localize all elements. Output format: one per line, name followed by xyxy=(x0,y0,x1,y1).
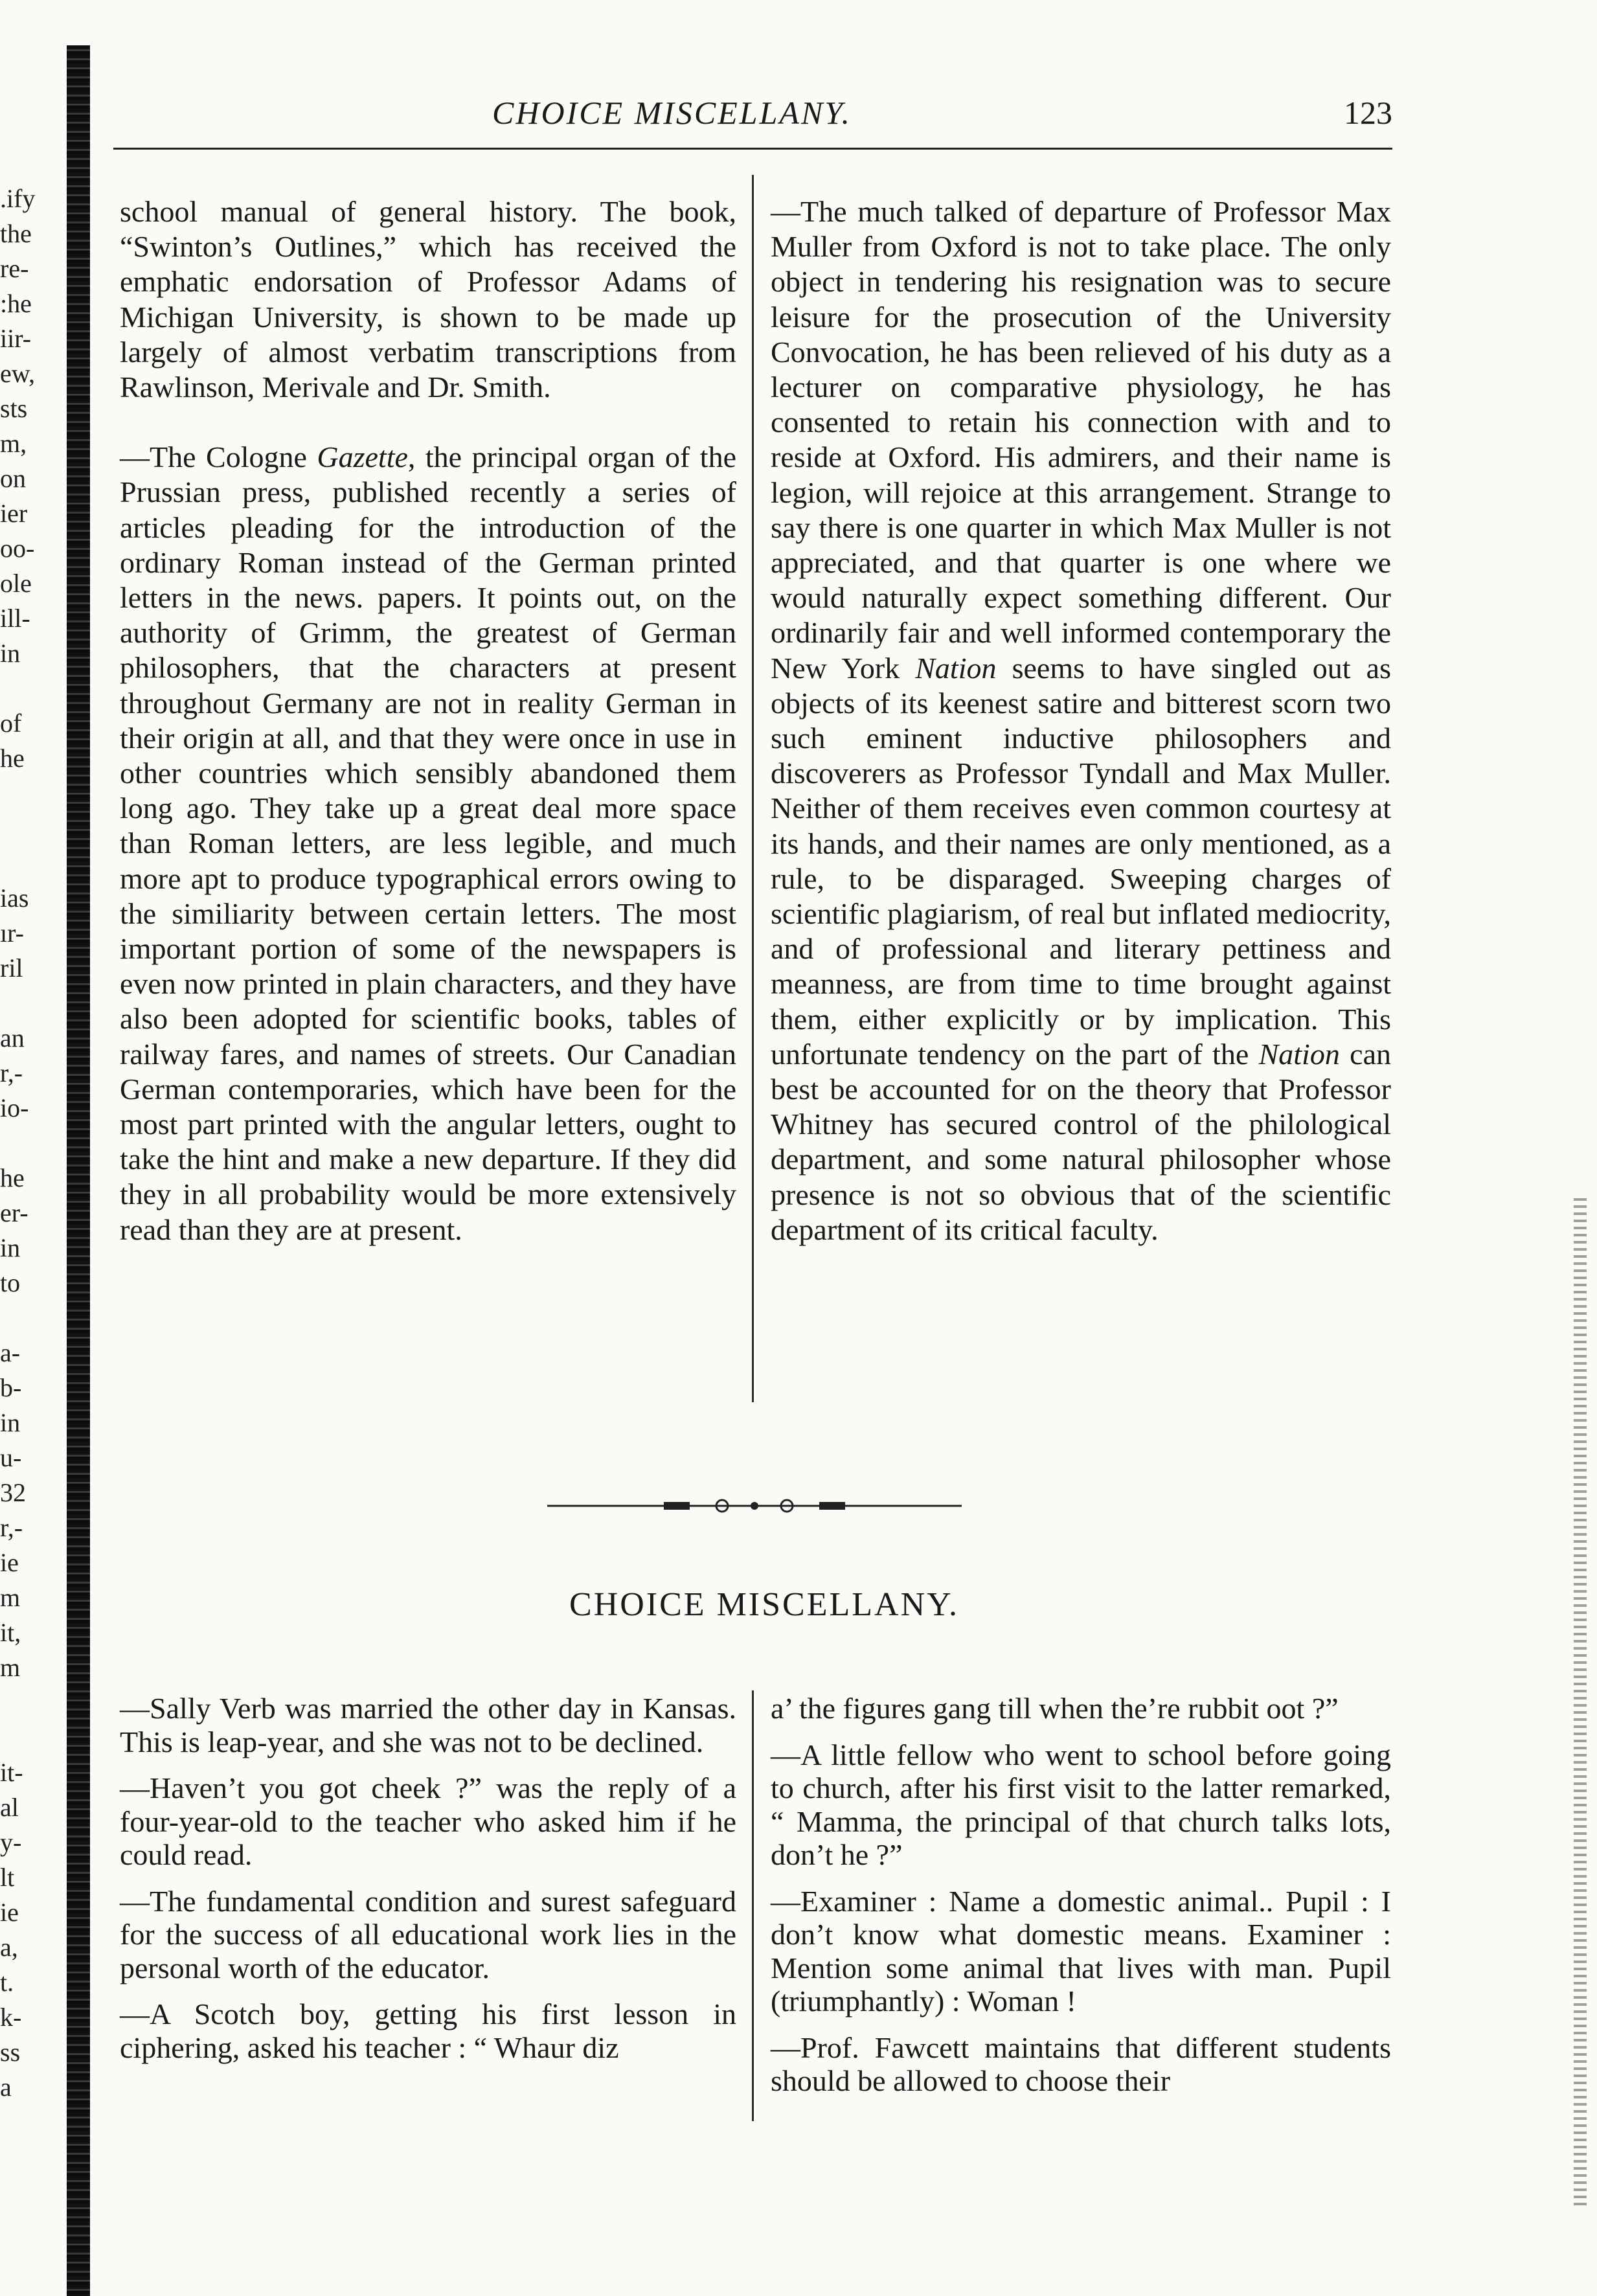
margin-fragment: :he xyxy=(0,289,32,318)
top-left-column xyxy=(120,194,736,1247)
periodical-title: Nation xyxy=(1258,1037,1340,1071)
margin-fragment: y- xyxy=(0,1828,22,1857)
margin-fragment: oo- xyxy=(0,534,35,563)
section-divider-ornament xyxy=(547,1496,962,1516)
margin-fragment xyxy=(0,1685,71,1720)
margin-fragment: t. xyxy=(0,1968,14,1997)
margin-fragment: k- xyxy=(0,2003,22,2032)
margin-fragment: r,- xyxy=(0,1513,23,1542)
bottom-left-column xyxy=(120,1692,736,2064)
page-header xyxy=(113,87,1409,139)
column-divider xyxy=(752,175,754,1402)
section-heading: CHOICE MISCELLANY. xyxy=(569,1586,959,1623)
margin-fragment: an xyxy=(0,1023,25,1052)
margin-fragment: iir- xyxy=(0,324,32,353)
margin-fragment: sts xyxy=(0,394,28,423)
margin-fragment xyxy=(0,776,71,811)
margin-fragment xyxy=(0,671,71,706)
item-prof-fawcett: —Prof. Fawcett maintains that different students should be allowed to choose their xyxy=(771,2030,1391,2097)
margin-fragment xyxy=(0,846,71,881)
margin-fragment xyxy=(0,1720,71,1755)
item-examiner-pupil: —Examiner : Name a domestic animal.. Pupil : I don’t know what domestic means. Examiner : Mention some animal that lives with man. Pupil (triumphantly) : Woman ! xyxy=(771,1884,1391,2018)
margin-fragment: er- xyxy=(0,1198,28,1227)
margin-fragment: in xyxy=(0,639,21,668)
margin-fragment: 32 xyxy=(0,1478,26,1507)
margin-fragment: it, xyxy=(0,1618,21,1647)
margin-fragment: ier xyxy=(0,499,28,528)
margin-fragment: m xyxy=(0,1653,21,1682)
previous-page-margin-text xyxy=(0,181,71,2105)
margin-fragment: m, xyxy=(0,429,27,458)
margin-fragment: io- xyxy=(0,1093,29,1122)
margin-fragment: re- xyxy=(0,254,29,283)
item-cheek-reply: —Haven’t you got cheek ?” was the reply of a four-year-old to the teacher who asked him if he could read. xyxy=(120,1771,736,1871)
margin-fragment: u- xyxy=(0,1443,22,1472)
margin-fragment: ias xyxy=(0,883,29,913)
margin-fragment: the xyxy=(0,219,32,248)
margin-fragment: ır- xyxy=(0,918,24,948)
margin-fragment: ill- xyxy=(0,604,30,633)
item-scotch-boy-continued: a’ the figures gang till when the’re rubbit oot ?” xyxy=(771,1692,1339,1725)
article-max-muller: —The much talked of departure of Professor Max Muller from Oxford is not to take place. The only object in tendering his resignation was to secure leisure for the prosecution of the University Convocation, he has been relieved of his duty as a lecturer on comparative physiology, he has consented to retain his connection with and to reside at Oxford. His admirers, and their name is legion, will rejoice at this arrangement. Strange to say there is one quarter in which Max Muller is not appreciated, and that quarter is one where we would naturally expect something different. Our ordinarily fair and well informed contemporary the New York Nation seems to have singled out as objects of its keenest satire and bitterest scorn two such eminent inductive philosophers and discoverers as Professor Tyndall and Max Muller. Neither of them receives even common courtesy at its hands, and their names are only mentioned, as a rule, to be disparaged. Sweeping charges of scientific plagiarism, of real but inflated mediocrity, and of professional and literary pettiness and meanness, are from time to time brought against them, either explicitly or by implication. This unfortunate tendency on the part of the Nation can best be accounted for on the theory that Professor Whitney has secured control of the philological department, and some natural philosopher whose presence is not so obvious that of the scientific department of its critical faculty. xyxy=(771,195,1391,1246)
margin-fragment: it- xyxy=(0,1758,23,1787)
margin-fragment xyxy=(0,986,71,1021)
margin-fragment: al xyxy=(0,1793,19,1822)
margin-fragment: ie xyxy=(0,1548,19,1577)
margin-fragment: ril xyxy=(0,953,23,983)
margin-fragment: in xyxy=(0,1233,21,1262)
margin-fragment: of xyxy=(0,709,22,738)
item-sally-verb: —Sally Verb was married the other day in Kansas. This is leap-year, and she was not to be declined. xyxy=(120,1692,736,1758)
margin-fragment: to xyxy=(0,1268,21,1297)
margin-fragment: r,- xyxy=(0,1058,23,1087)
margin-fragment: ole xyxy=(0,569,32,598)
margin-fragment xyxy=(0,1126,71,1161)
article-cologne-gazette: —The Cologne Gazette, the principal organ of the Prussian press, published recently a series of articles pleading for the introduction of the ordinary Roman instead of the German printed letters in the news. papers. It points out, on the authority of Grimm, the greatest of German philosophers, that the characters at present throughout Germany are not in reality German in their origin at all, and that they were once in use in other countries which sensibly abandoned them long ago. They take up a great deal more space than Roman letters, are less legible, and much more apt to produce typographical errors owing to the similiarity between certain letters. The most important portion of some of the newspapers is even now printed in plain characters, and they have also been adopted for scientific books, tables of railway fares, and names of streets. Our Canadian German contemporaries, which have been for the most part printed with the angular letters, ought to take the hint and make a new departure. If they did they in all probability would be more extensively read than they are at present. xyxy=(120,440,736,1246)
margin-fragment: in xyxy=(0,1408,21,1437)
running-title: CHOICE MISCELLANY. xyxy=(492,95,852,131)
page-edge-shadow xyxy=(1574,1198,1587,2209)
margin-fragment xyxy=(0,811,71,846)
margin-fragment: ie xyxy=(0,1898,19,1927)
bottom-right-column xyxy=(771,1692,1391,2098)
margin-fragment: .ify xyxy=(0,184,36,213)
margin-fragment: ss xyxy=(0,2038,21,2067)
margin-fragment: a- xyxy=(0,1338,21,1367)
item-scotch-boy: —A Scotch boy, getting his first lesson in ciphering, asked his teacher : “ Whaur diz xyxy=(120,1997,736,2064)
margin-fragment: he xyxy=(0,1163,25,1192)
margin-fragment: he xyxy=(0,744,25,773)
margin-fragment: a xyxy=(0,2073,12,2102)
page-number: 123 xyxy=(1344,95,1392,131)
margin-fragment: a, xyxy=(0,1933,18,1962)
column-divider xyxy=(752,1690,754,2121)
item-little-fellow: —A little fellow who went to school before going to church, after his first visit to the latter remarked, “ Mamma, the principal of that church talks lots, don’t he ?” xyxy=(771,1738,1391,1871)
margin-fragment: ew, xyxy=(0,359,36,388)
margin-fragment: b- xyxy=(0,1373,22,1402)
periodical-title: Gazette xyxy=(317,440,408,474)
article-swinton-outlines: school manual of general history. The book, “Swinton’s Outlines,” which has received the emphatic endorsation of Professor Adams of Michigan University, is shown to be made up largely of almost verbatim transcriptions from Rawlinson, Merivale and Dr. Smith. xyxy=(120,195,736,404)
top-right-column xyxy=(771,194,1391,1247)
margin-fragment: on xyxy=(0,464,26,493)
header-rule xyxy=(113,148,1392,150)
item-fundamental-condition: —The fundamental condition and surest safeguard for the success of all educational work lies in the personal worth of the educator. xyxy=(120,1884,736,1984)
margin-fragment xyxy=(0,1301,71,1336)
margin-fragment: lt xyxy=(0,1863,15,1892)
margin-fragment: m xyxy=(0,1583,21,1612)
periodical-title: Nation xyxy=(915,651,997,685)
